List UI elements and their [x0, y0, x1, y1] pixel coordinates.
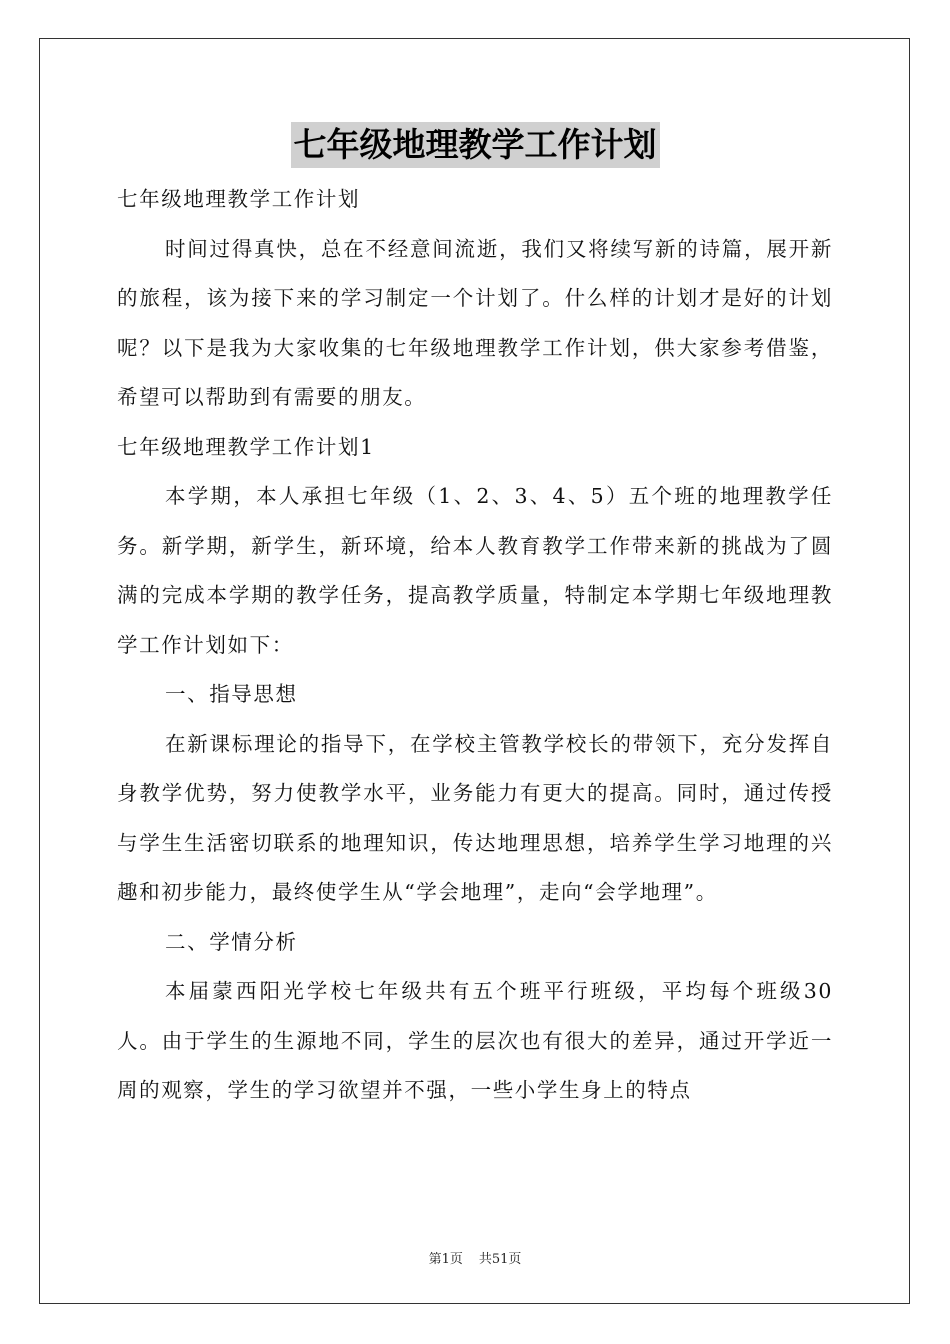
guiding-thought-paragraph: 在新课标理论的指导下，在学校主管教学校长的带领下，充分发挥自身教学优势，努力使教学水平，业务能力有更大的提高。同时，通过传授与学生生活密切联系的地理知识，传达地理思想，培养学生学习地理的兴趣和初步能力，最终使学生从“学会地理”，走向“会学地理”。	[117, 731, 833, 904]
heading-student-analysis: 二、学情分析	[165, 929, 298, 954]
page-footer	[0, 1248, 950, 1267]
page-number: 第1页	[428, 1252, 463, 1267]
task-paragraph: 本学期，本人承担七年级（1、2、3、4、5）五个班的地理教学任务。新学期，新学生，新环境，给本人教育教学工作带来新的挑战为了圆满的完成本学期的教学任务，提高教学质量，特制定本学期七年级地理教学工作计划如下：	[117, 484, 833, 657]
document-body	[117, 175, 833, 1116]
student-analysis-paragraph: 本届蒙西阳光学校七年级共有五个班平行班级，平均每个班级30人。由于学生的生源地不同，学生的层次也有很大的差异，通过开学近一周的观察，学生的学习欲望并不强，一些小学生身上的特点	[117, 979, 833, 1102]
intro-paragraph: 时间过得真快，总在不经意间流逝，我们又将续写新的诗篇，展开新的旅程，该为接下来的学习制定一个计划了。什么样的计划才是好的计划呢？以下是我为大家收集的七年级地理教学工作计划，供大家参考借鉴，希望可以帮助到有需要的朋友。	[117, 236, 833, 409]
section-heading-plan-1: 七年级地理教学工作计划1	[117, 434, 375, 459]
heading-guiding-thought: 一、指导思想	[165, 682, 298, 706]
document-title-text: 七年级地理教学工作计划	[291, 122, 660, 168]
subtitle-paragraph: 七年级地理教学工作计划	[117, 187, 361, 211]
document-title	[0, 122, 950, 168]
page-total: 共51页	[478, 1252, 522, 1267]
